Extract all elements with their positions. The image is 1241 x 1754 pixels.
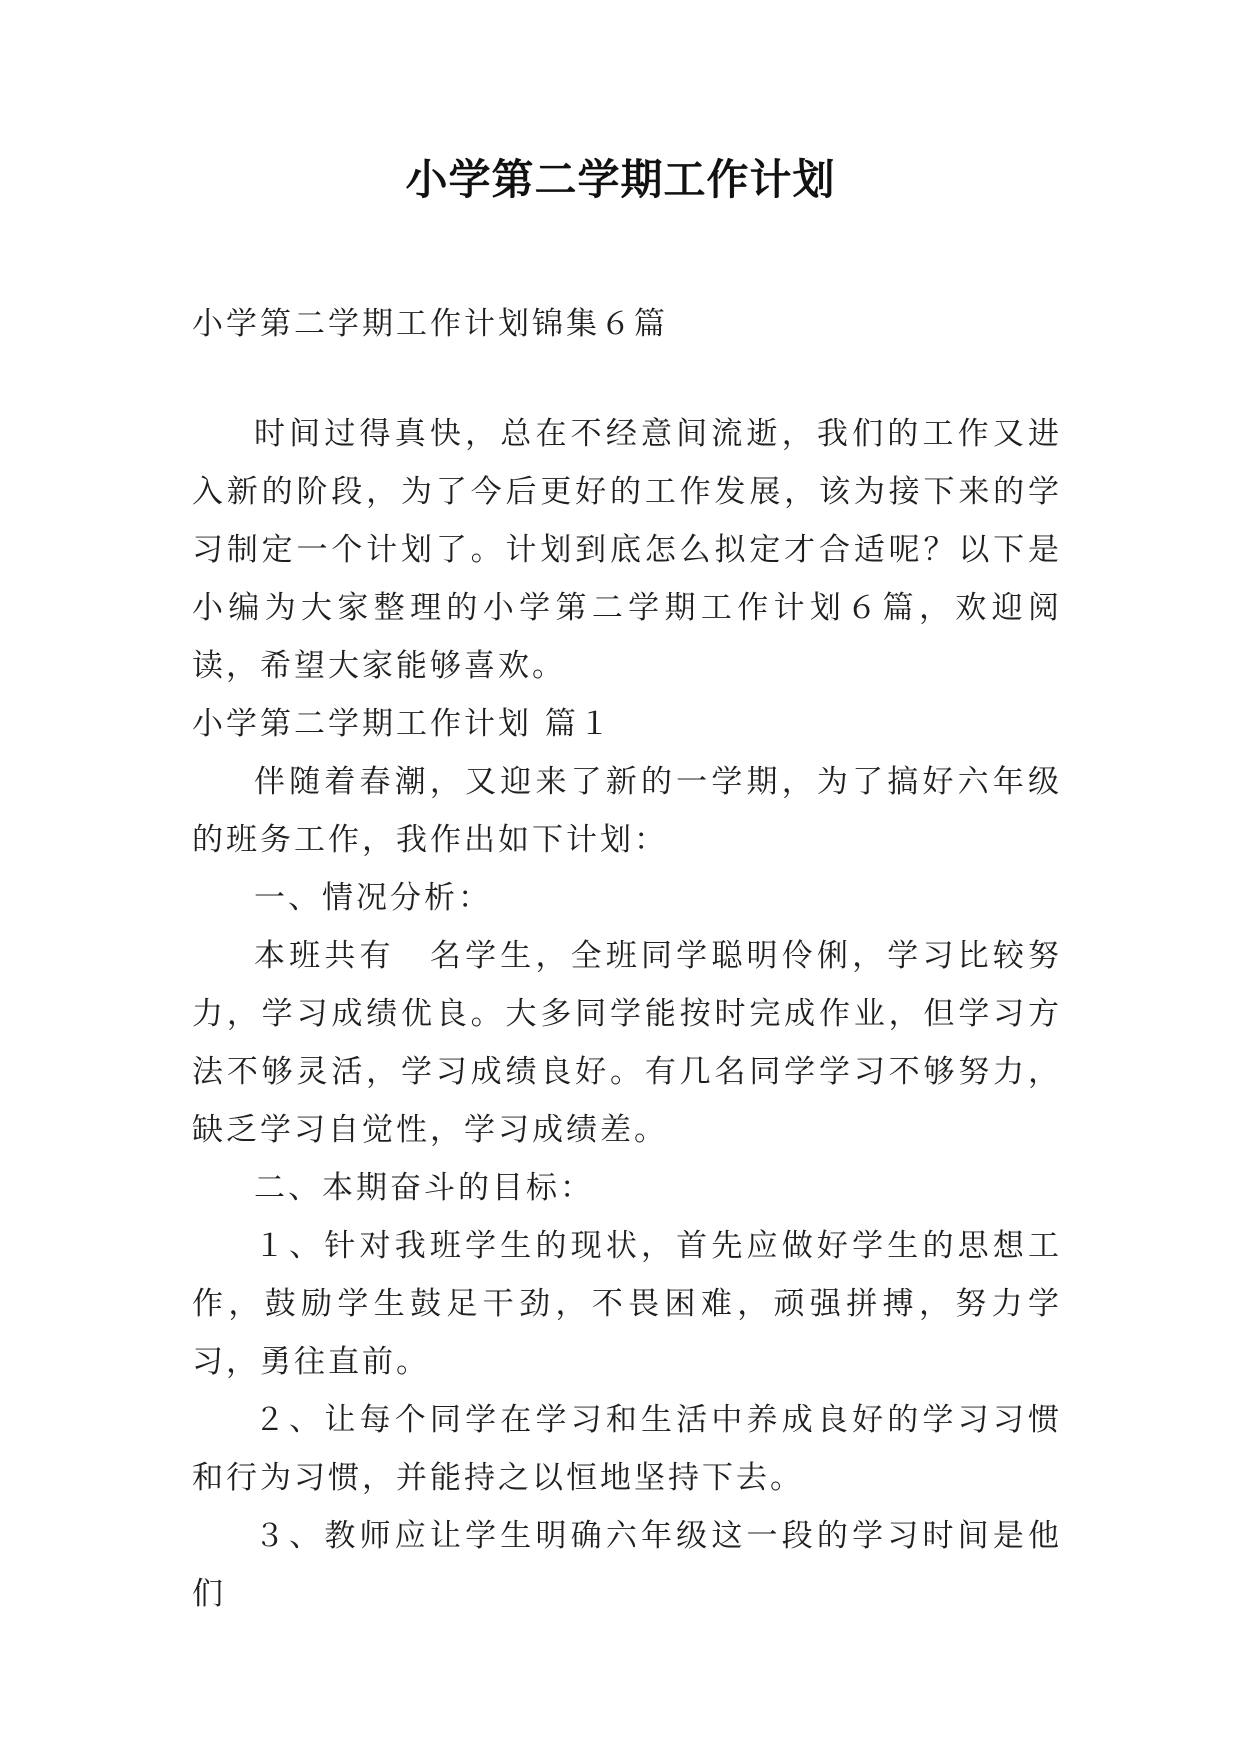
section-heading: 小学第二学期工作计划 篇１ xyxy=(192,706,613,742)
paragraph-goal-1: １、针对我班学生的现状，首先应做好学生的思想工作，鼓励学生鼓足干劲，不畏困难，顽强拼搏，努力学习，勇往直前。 xyxy=(192,1228,1062,1380)
paragraph-1: 伴随着春潮，又迎来了新的一学期，为了搞好六年级的班务工作，我作出如下计划： xyxy=(192,764,1062,858)
paragraph-goal-3: ３、教师应让学生明确六年级这一段的学习时间是他们 xyxy=(192,1518,1062,1612)
paragraph-situation-heading: 一、情况分析： xyxy=(254,880,492,916)
document-subtitle: 小学第二学期工作计划锦集６篇 xyxy=(192,306,668,342)
paragraph-goal-2: ２、让每个同学在学习和生活中养成良好的学习习惯和行为习惯，并能持之以恒地坚持下去。 xyxy=(192,1402,1062,1496)
intro-paragraph: 时间过得真快，总在不经意间流逝，我们的工作又进入新的阶段，为了今后更好的工作发展，该为接下来的学习制定一个计划了。计划到底怎么拟定才合适呢？以下是小编为大家整理的小学第二学期工作计划６篇，欢迎阅读，希望大家能够喜欢。 xyxy=(192,416,1062,684)
paragraph-situation: 本班共有 名学生，全班同学聪明伶俐，学习比较努力，学习成绩优良。大多同学能按时完成作业，但学习方法不够灵活，学习成绩良好。有几名同学学习不够努力，缺乏学习自觉性，学习成绩差。 xyxy=(192,938,1062,1148)
paragraph-goals-heading: 二、本期奋斗的目标： xyxy=(254,1170,594,1206)
document-body xyxy=(192,405,1062,1623)
document-title: 小学第二学期工作计划 xyxy=(405,155,836,204)
